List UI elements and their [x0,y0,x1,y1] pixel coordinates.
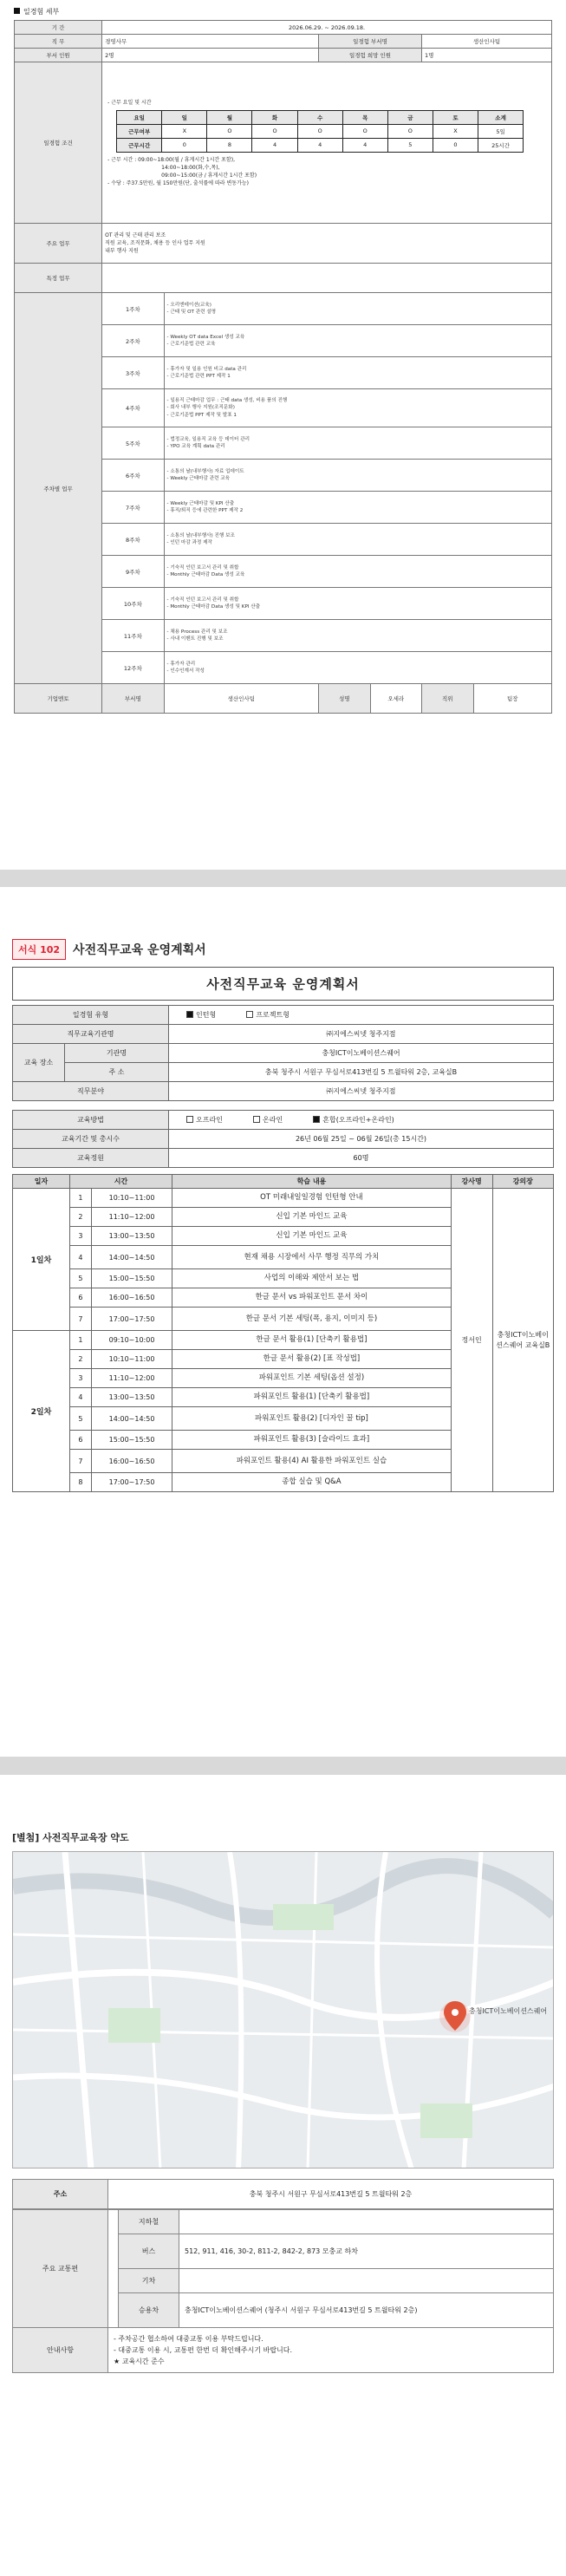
main-work-line: 내부 행사 지원 [105,248,139,254]
transport-table [12,2209,554,2373]
session-number: 5 [69,1269,91,1288]
session-number: 1 [69,1331,91,1350]
main-work-line: OT 관리 및 근태 관리 보조 [105,232,166,238]
schedule-cell: 수 [297,110,342,124]
session-topic: 종합 실습 및 Q&A [172,1473,452,1492]
period-value: 2026.06.29. ~ 2026.09.18. [102,21,552,35]
schedule-cell: O [252,124,297,138]
week-description [164,620,551,652]
doc-title: 사전직무교육 운영계획서 [12,967,554,1001]
address-label: 주소 [13,2180,108,2209]
mentor-pos-value: 팀장 [473,684,551,714]
week-task: - 기숙직 인턴 보고서 관리 및 취합 [166,564,239,571]
hope-value: 1명 [422,49,552,62]
org-value: ㈜지에스씨넷 청주지점 [169,1025,554,1044]
week-number: 8주차 [102,524,164,556]
hope-label: 일경험 희망 인원 [319,49,422,62]
schedule-cell: 8 [207,138,252,152]
session-time: 09:10~10:00 [91,1331,172,1350]
session-number: 1 [69,1189,91,1208]
curriculum-table [12,1174,554,1492]
week-task: - 인수인계서 작성 [166,668,205,674]
week-task: - 기숙직 인턴 보고서 관리 및 취합 [166,597,239,603]
section-title: 일경험 세부 [14,7,552,16]
transport-mode: 버스 [119,2234,179,2269]
conditions-intro: - 근무 요일 및 시간 [107,99,152,106]
time-line: 09:00~15:00(금 / 휴게시간 1시간 포함) [161,172,257,179]
type-options: 인턴형 프로젝트형 [169,1006,554,1025]
address-table [12,2179,554,2209]
week-task: - 소통의 날(내부행사) 자료 업데이트 [166,468,244,474]
week-description [164,357,551,389]
week-description [164,293,551,325]
schedule-cell: 5일 [478,124,524,138]
schedule-cell: O [297,124,342,138]
period-label: 기 간 [15,21,102,35]
mentor-name-label: 성명 [319,684,371,714]
dept-label: 일경험 부서명 [319,35,422,49]
transport-detail [179,2210,554,2234]
session-number: 2 [69,1208,91,1227]
week-task: - Monthly 근태마감 Data 생성 및 KPI 산출 [166,604,261,610]
week-description [164,325,551,357]
week-number: 5주차 [102,427,164,460]
checkbox-empty-icon[interactable] [253,1116,260,1123]
map-title: [별첨] 사전직무교육장 약도 [12,1832,129,1843]
week-number: 11주차 [102,620,164,652]
checkbox-checked-icon[interactable] [313,1116,320,1123]
time-line: - 근무 시간 : 09:00~18:00(월 / 휴게시간 1시간 포함), [107,156,235,163]
session-number: 8 [69,1473,91,1492]
session-time: 15:00~15:50 [91,1431,172,1450]
work-detail-table [14,20,552,714]
session-number: 7 [69,1308,91,1331]
session-topic: 한글 문서 vs 파워포인트 문서 차이 [172,1288,452,1308]
time-lines [107,156,546,187]
schedule-table [116,110,524,153]
location-map[interactable] [12,1851,554,2168]
job-value: 경영사무 [102,35,319,49]
session-topic: 신입 기본 마인드 교육 [172,1208,452,1227]
schedule-cell: 근무여부 [117,124,162,138]
week-number: 12주차 [102,652,164,684]
week-number: 7주차 [102,492,164,524]
schedule-cell: 화 [252,110,297,124]
schedule-cell: 25시간 [478,138,524,152]
week-number: 1주차 [102,293,164,325]
notice-value [108,2328,554,2373]
session-time: 17:00~17:50 [91,1473,172,1492]
session-number: 3 [69,1227,91,1246]
week-task: - YPO 교육 계획 data 관리 [166,444,225,449]
main-work-line: 직원 교육, 조직문화, 채용 등 인사 업무 지원 [105,240,205,246]
week-description [164,427,551,460]
plan-info-table [12,1005,554,1101]
form-badge: 서식 102 [12,939,66,960]
week-description [164,556,551,588]
curriculum-header: 강의장 [492,1175,554,1189]
time-line: - 수당 : 주37.5만원, 월 150만원(단, 출석률에 따라 변동가능) [107,179,250,186]
org-label: 직무교육기관명 [13,1025,169,1044]
schedule-cell: 금 [387,110,433,124]
session-number: 3 [69,1369,91,1388]
week-number: 6주차 [102,460,164,492]
week-number: 2주차 [102,325,164,357]
session-number: 4 [69,1388,91,1407]
curriculum-header: 학습 내용 [172,1175,452,1189]
session-time: 10:10~11:00 [91,1189,172,1208]
square-bullet-icon [14,8,20,14]
capacity-label: 교육정원 [13,1149,169,1168]
schedule-cell: 요일 [117,110,162,124]
special-label: 특정 업무 [15,264,102,293]
mentor-dept-value: 생산인사팀 [164,684,319,714]
field-label: 직무분야 [13,1082,169,1101]
session-time: 16:00~16:50 [91,1288,172,1308]
session-number: 6 [69,1288,91,1308]
curriculum-header: 시간 [69,1175,172,1189]
session-topic: 파워포인트 활용(2) [디자인 꿀 tip] [172,1407,452,1431]
field-value: ㈜지에스씨넷 청주지점 [169,1082,554,1101]
transport-mode: 지하철 [119,2210,179,2234]
main-work-value [102,224,552,264]
addr-label: 주 소 [65,1063,169,1082]
session-time: 13:00~13:50 [91,1227,172,1246]
conditions-label: 일경험 조건 [15,62,102,224]
page-3 [0,1775,566,2576]
schedule-cell: 4 [297,138,342,152]
week-number: 10주차 [102,588,164,620]
session-topic: 신입 기본 마인드 교육 [172,1227,452,1246]
week-task: - Weekly OT data Excel 생성 교육 [166,334,245,340]
session-topic: 현재 채용 시장에서 사무 행정 직무의 가치 [172,1246,452,1269]
session-topic: 파워포인트 활용(3) [슬라이드 효과] [172,1431,452,1450]
session-number: 7 [69,1450,91,1473]
schedule-cell: 월 [207,110,252,124]
transport-detail: 충청ICT이노베이션스퀘어 (청주시 서원구 무심서로413번길 5 트윌타워 2층) [179,2293,554,2328]
session-time: 14:00~14:50 [91,1407,172,1431]
checkbox-empty-icon[interactable] [246,1011,253,1018]
week-task: - Weekly 근태마감 관련 교육 [166,476,231,481]
week-task: - 인턴 마감 과정 제작 [166,540,212,545]
week-task: - 사내 이벤트 진행 및 보조 [166,636,224,642]
duration-value: 26년 06월 25일 ~ 06월 26일(총 15시간) [169,1130,554,1149]
schedule-cell: O [387,124,433,138]
transport-mode: 승용차 [119,2293,179,2328]
schedule-cell: 토 [433,110,478,124]
place-label: 교육 장소 [13,1044,65,1082]
schedule-cell: 일 [162,110,207,124]
week-task: - 근로기준법 관련 PPT 제작 1 [166,374,231,379]
transport-row [13,2210,554,2234]
inst-label: 기관명 [65,1044,169,1063]
schedule-cell: O [342,124,387,138]
lecture-room: 충청ICT이노베이션스퀘어 교육실B [492,1189,554,1492]
instructor-name: 정서인 [451,1189,492,1492]
week-task: - 소통의 날(내부행사) 진행 보조 [166,532,235,538]
week-task: - 법정교육, 일용직 교육 등 데이터 관리 [166,436,250,442]
week-description [164,588,551,620]
schedule-cell: X [433,124,478,138]
week-task: - 오리엔테이션(교육) [166,302,211,308]
session-time: 11:10~12:00 [91,1369,172,1388]
curriculum-header: 일자 [13,1175,70,1189]
week-description [164,460,551,492]
notice-line: ★ 교육시간 준수 [114,2358,165,2365]
method-options: 오프라인 온라인 혼합(오프라인+온라인) [169,1111,554,1130]
map-drawing [13,1852,554,2168]
mentor-pos-label: 직위 [422,684,474,714]
page-1 [0,0,566,870]
week-description [164,652,551,684]
session-topic: 한글 문서 기본 세팅(폭, 용지, 이미지 등) [172,1308,452,1331]
schedule-cell: X [162,124,207,138]
week-task: - 근로기준법 관련 교육 [166,342,216,347]
transport-label: 주요 교통편 [13,2210,108,2328]
notice-label: 안내사항 [13,2328,108,2373]
session-topic: 사업의 이해와 제안서 보는 법 [172,1269,452,1288]
schedule-cell: 5 [387,138,433,152]
notice-line: - 대중교통 이용 시, 교통편 한번 더 확인해주시기 바랍니다. [114,2346,293,2354]
form-name: 사전직무교육 운영계획서 [73,943,206,957]
page-2 [0,887,566,1757]
time-line: 14:00~18:00(화,수,목), [161,164,220,171]
session-topic: 한글 문서 활용(1) [단축키 활용법] [172,1331,452,1350]
mentor-dept-label: 부서명 [102,684,164,714]
type-label: 일경험 유형 [13,1006,169,1025]
session-time: 17:00~17:50 [91,1308,172,1331]
week-task: - 휴가자 및 일용 인원 비교 data 관리 [166,366,247,372]
dept-value: 생산인사팀 [422,35,552,49]
conditions-cell [102,62,552,224]
week-task: - Monthly 근태마감 Data 생성 교육 [166,572,245,577]
address-value: 충북 청주시 서원구 무심서로413번길 5 트윌타워 2층 [108,2180,554,2209]
addr-value: 충북 청주시 서원구 무심서로413번길 5 트윌타워 2층, 교육실B [169,1063,554,1082]
schedule-cell: 0 [162,138,207,152]
session-number: 4 [69,1246,91,1269]
session-time: 10:10~11:00 [91,1350,172,1369]
form-header [12,939,554,960]
inst-value: 충청ICT이노베이션스퀘어 [169,1044,554,1063]
weekly-label: 주차별 업무 [15,293,102,684]
schedule-cell: 4 [342,138,387,152]
checkbox-empty-icon[interactable] [186,1116,193,1123]
day-label: 2일차 [13,1331,70,1492]
schedule-cell: 소계 [478,110,524,124]
week-task: - Weekly 근태마감 및 KPI 산출 [166,500,235,506]
week-description [164,492,551,524]
week-task: - 일용직 근태마감 업무 : 근태 data 생성, 비용 품의 진행 [166,397,288,403]
week-number: 3주차 [102,357,164,389]
schedule-cell: 4 [252,138,297,152]
capacity-value: 60명 [169,1149,554,1168]
transport-detail: 512, 911, 416, 30-2, 811-2, 842-2, 873 모충교 하차 [179,2234,554,2269]
people-label: 부서 인원 [15,49,102,62]
session-number: 5 [69,1407,91,1431]
week-number: 4주차 [102,389,164,427]
curriculum-row [13,1189,554,1208]
session-number: 2 [69,1350,91,1369]
session-topic: 파워포인트 활용(4) AI 활용한 파워포인트 실습 [172,1450,452,1473]
week-row [15,293,552,325]
session-time: 13:00~13:50 [91,1388,172,1407]
day-label: 1일차 [13,1189,70,1331]
session-time: 16:00~16:50 [91,1450,172,1473]
schedule-cell: 0 [433,138,478,152]
week-description [164,389,551,427]
week-description [164,524,551,556]
session-number: 6 [69,1431,91,1450]
week-task: - 근로기준법 PPT 제작 및 발표 1 [166,412,237,418]
mentor-label: 기업멘토 [15,684,102,714]
transport-detail [179,2269,554,2293]
week-task: - 휴직/퇴직 등에 관련한 PPT 제작 2 [166,508,244,513]
method-table [12,1110,554,1168]
schedule-cell: O [207,124,252,138]
main-work-label: 주요 업무 [15,224,102,264]
schedule-cell: 목 [342,110,387,124]
mentor-name-value: 오세라 [370,684,422,714]
checkbox-checked-icon[interactable] [186,1011,193,1018]
session-topic: 한글 문서 활용(2) [표 작성법] [172,1350,452,1369]
map-pin-label: 충청ICT이노베이션스퀘어 [469,2007,548,2015]
week-task: - 근태 및 OT 관련 설명 [166,310,217,315]
week-task: - 회사 내부 행사 지원(조직문화) [166,405,235,411]
week-task: - 휴가자 관리 [166,661,196,667]
session-time: 14:00~14:50 [91,1246,172,1269]
curriculum-header: 강사명 [451,1175,492,1189]
week-number: 9주차 [102,556,164,588]
session-topic: 파워포인트 기본 세팅(옵션 설정) [172,1369,452,1388]
transport-spacer [108,2210,119,2328]
session-topic: 파워포인트 활용(1) [단축키 활용법] [172,1388,452,1407]
session-time: 11:10~12:00 [91,1208,172,1227]
transport-mode: 기차 [119,2269,179,2293]
week-task: - 채용 Process 관리 및 보조 [166,629,228,635]
session-topic: OT 미래내일일경험 인턴형 안내 [172,1189,452,1208]
special-value [102,264,552,293]
job-label: 직 무 [15,35,102,49]
session-time: 15:00~15:50 [91,1269,172,1288]
schedule-cell: 근무시간 [117,138,162,152]
duration-label: 교육기간 및 총시수 [13,1130,169,1149]
method-label: 교육방법 [13,1111,169,1130]
notice-line: - 주차공간 협소하여 대중교통 이용 부탁드립니다. [114,2335,263,2343]
people-value: 2명 [102,49,319,62]
